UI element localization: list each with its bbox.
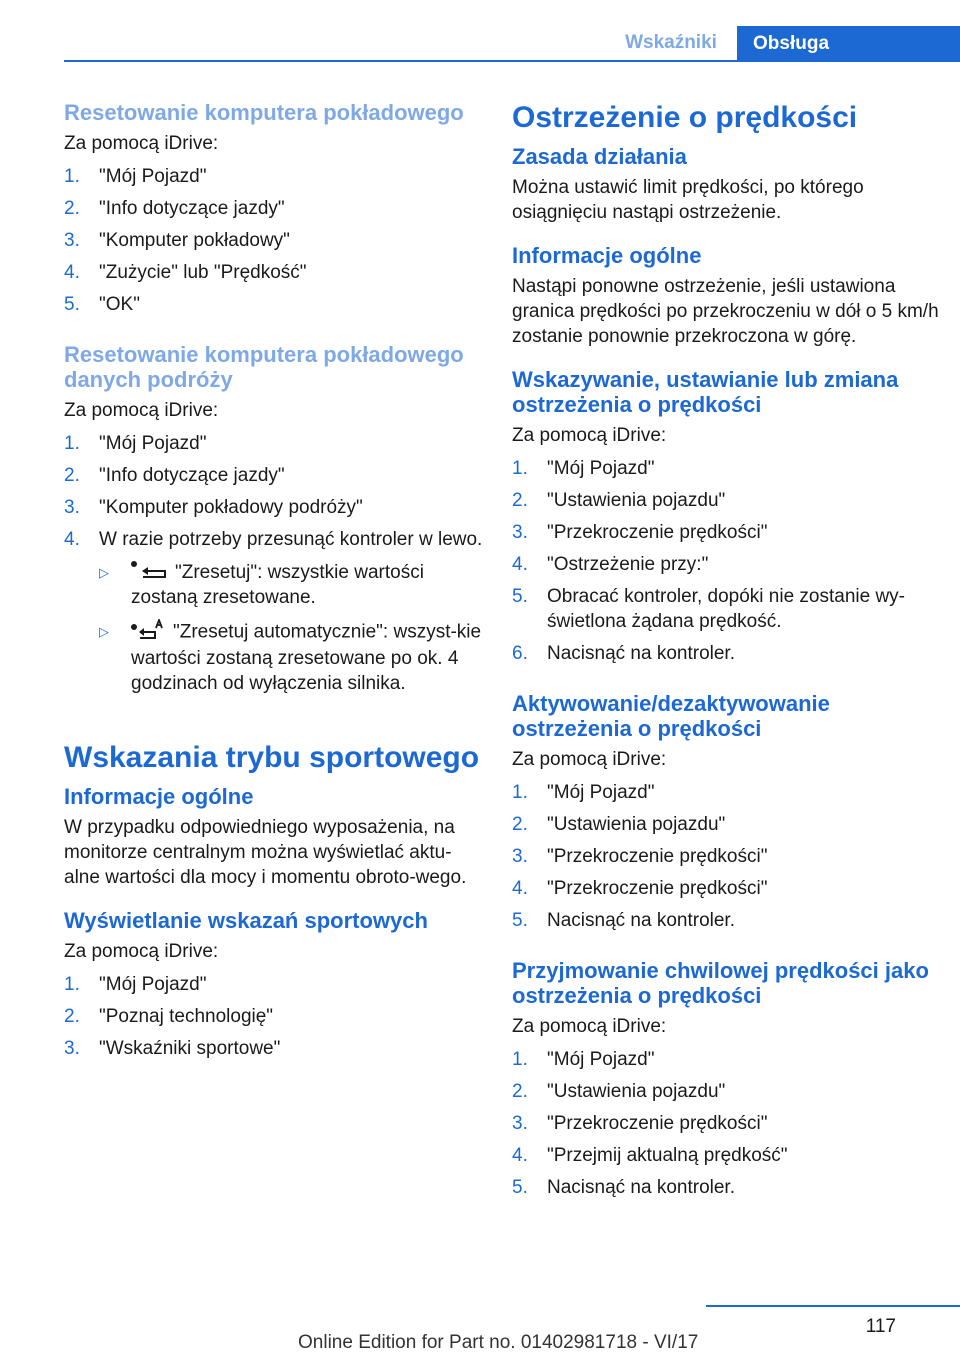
section-title: Resetowanie komputera pokładowego danych podróży [64, 342, 464, 392]
tab-obsluga: Obsługa [737, 26, 960, 62]
numbered-list [512, 780, 944, 933]
tab-wskazniki: Wskaźniki [625, 32, 717, 53]
list-item: 5. Nacisnąć na kontroler. [512, 1177, 735, 1198]
section-title: Zasada działania [512, 144, 687, 169]
intro-text: Za pomocą iDrive: [64, 400, 219, 421]
right-column [512, 100, 944, 1207]
reset-icon [131, 560, 167, 585]
auto-reset-icon [131, 619, 165, 646]
page-number: 117 [865, 1316, 896, 1337]
list-item: 1. "Mój Pojazd" [64, 974, 207, 996]
section-title: Informacje ogólne [512, 243, 702, 268]
list-item: 3. "Wskaźniki sportowe" [64, 1038, 281, 1060]
list-item: 1. "Mój Pojazd" [64, 166, 207, 187]
numbered-list [512, 456, 944, 666]
list-item: 5. Obracać kontroler, dopóki nie zostanie wy‐świetlona żądana prędkość. [512, 586, 906, 632]
body-text: W przypadku odpowiedniego wyposażenia, na monitorze centralnym można wyświetlać aktu‐alne wartości dla mocy i momentu obroto‐wego. [64, 817, 467, 889]
section-title: Resetowanie komputera pokładowego [64, 100, 464, 125]
list-item: 3. "Przekroczenie prędkości" [512, 846, 768, 867]
section-title: Wskazywanie, ustawianie lub zmiana ostrzeżenia o prędkości [512, 367, 899, 417]
list-item: 2. "Ustawienia pojazdu" [512, 1081, 726, 1102]
section-title: Wyświetlanie wskazań sportowych [64, 908, 428, 934]
sub-list-item: ▷ "Zresetuj automatycznie": wszyst‐kie wartości zostaną zresetowane po ok. 4 godzinach od wyłączenia silnika. [99, 619, 484, 696]
chapter-title: Ostrzeżenie o prędkości [512, 101, 858, 134]
sub-list-item: ▷ "Zresetuj": wszystkie wartości zostaną zresetowane. [99, 562, 424, 609]
list-item: 2. "Poznaj technologię" [64, 1006, 274, 1028]
list-item: 4. "Przejmij aktualną prędkość" [512, 1145, 788, 1166]
numbered-list [64, 164, 484, 317]
list-item: 4. W razie potrzeby przesunąć kontroler w lewo. ▷ "Zresetuj": wszystkie wartości zostaną zresetowane. ▷ "Zresetuj automatycznie": wszyst‐kie wartości zostaną zresetowane po ok. 4 godzinach od wyłączenia silnika. [64, 529, 483, 695]
list-item: 4. "Zużycie" lub "Prędkość" [64, 262, 307, 283]
section-title: Przyjmowanie chwilowej prędkości jako ostrzeżenia o prędkości [512, 958, 929, 1008]
numbered-list [64, 972, 484, 1061]
numbered-list [64, 431, 484, 705]
list-item: 2. "Ustawienia pojazdu" [512, 490, 726, 511]
list-item: 1. "Mój Pojazd" [512, 1049, 655, 1070]
left-column [64, 100, 484, 1068]
list-item: 2. "Ustawienia pojazdu" [512, 814, 726, 835]
intro-text: Za pomocą iDrive: [512, 1016, 667, 1037]
list-item: 4. "Ostrzeżenie przy:" [512, 554, 709, 575]
list-item: 3. "Komputer pokładowy podróży" [64, 497, 363, 518]
edition-footer: Online Edition for Part no. 01402981718 - VI/17 [298, 1332, 699, 1353]
list-item: 1. "Mój Pojazd" [512, 782, 655, 803]
list-item: 6. Nacisnąć na kontroler. [512, 643, 735, 664]
list-item: 2. "Info dotyczące jazdy" [64, 198, 285, 219]
list-item: 1. "Mój Pojazd" [512, 458, 655, 479]
numbered-list [512, 1047, 944, 1200]
list-item: 1. "Mój Pojazd" [64, 433, 207, 454]
sub-list [99, 560, 484, 696]
list-item: 5. "OK" [64, 294, 140, 315]
section-title: Informacje ogólne [64, 784, 254, 810]
intro-text: Za pomocą iDrive: [512, 425, 667, 446]
list-item: 3. "Przekroczenie prędkości" [512, 522, 768, 543]
body-text: Można ustawić limit prędkości, po którego osiągnięciu nastąpi ostrzeżenie. [512, 177, 864, 223]
list-item: 2. "Info dotyczące jazdy" [64, 465, 285, 486]
list-item: 3. "Przekroczenie prędkości" [512, 1113, 768, 1134]
intro-text: Za pomocą iDrive: [64, 941, 219, 963]
list-item: 4. "Przekroczenie prędkości" [512, 878, 768, 899]
section-title: Aktywowanie/dezaktywowanie ostrzeżenia o prędkości [512, 691, 830, 741]
intro-text: Za pomocą iDrive: [512, 749, 667, 770]
chapter-title: Wskazania trybu sportowego [64, 741, 480, 775]
footer-rule [706, 1305, 960, 1307]
body-text: Nastąpi ponowne ostrzeżenie, jeśli ustawiona granica prędkości po przekroczeniu w dół o 5 km/h zostanie ponownie przekroczona w górę. [512, 276, 939, 347]
intro-text: Za pomocą iDrive: [64, 133, 219, 154]
list-item: 5. Nacisnąć na kontroler. [512, 910, 735, 931]
list-item: 3. "Komputer pokładowy" [64, 230, 290, 251]
